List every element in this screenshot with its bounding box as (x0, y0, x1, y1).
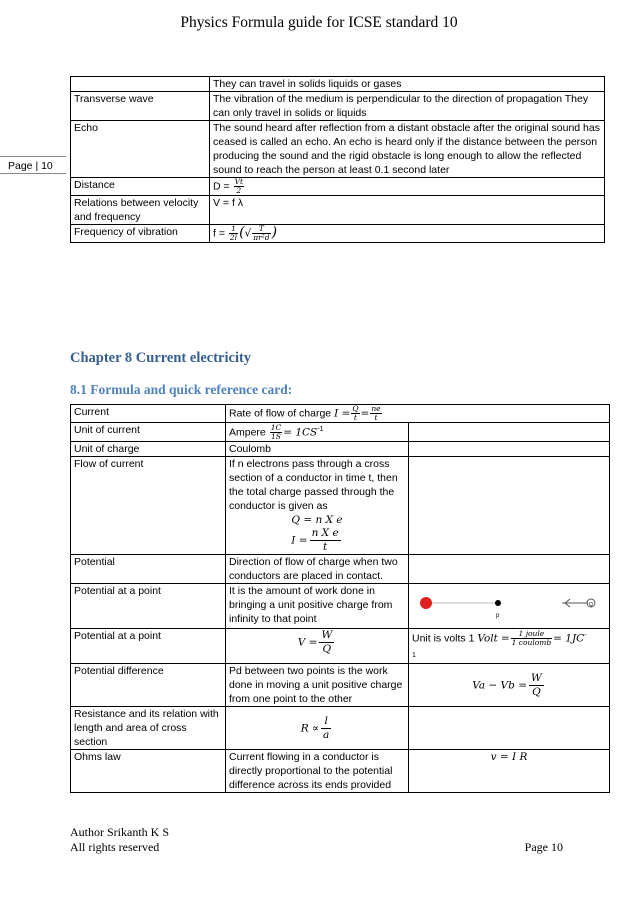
table-row (71, 555, 610, 584)
table-row (71, 457, 610, 555)
formula-prefix: f = (213, 227, 228, 240)
term-cell: Unit of charge (71, 442, 226, 457)
term-cell: Relations between velocity and frequency (71, 196, 210, 225)
page-number-label: Page | 10 (0, 156, 66, 174)
unit-cell: Unit is volts 1 Volt = $\frac{\text{1 joule}}{\text{1 coulomb}}$ = 1JC- 1 (409, 629, 610, 664)
formula-prefix: D = (213, 180, 233, 193)
term-cell: Distance (71, 178, 210, 196)
table-row (71, 77, 605, 92)
table-row (71, 178, 605, 196)
formula-cell: V = $\frac{W}{Q}$ (226, 629, 409, 664)
frequency-fraction: $\frac{1}{2l}$ (229, 224, 238, 242)
section-title: 8.1 Formula and quick reference card: (70, 382, 293, 397)
distance-fraction: $\frac{Vt}{2}$ (234, 177, 243, 195)
charge-diagram (412, 584, 602, 624)
desc-cell: It is the amount of work done in bringing a unit positive charge from infinity to that point (226, 584, 409, 629)
formula-cell: Va − Vb = $\frac{W}{Q}$ (409, 664, 610, 707)
table-row (71, 225, 605, 243)
empty-cell (409, 423, 610, 442)
table-row (71, 121, 605, 178)
term-cell (71, 77, 210, 92)
desc-cell: The sound heard after reflection from a distant obstacle after the original sound has ceased is called an echo. An echo is heard only if the distance between the person producing the sound and the rigid obstacle is long enough to allow the reflected sound to reach the person at least 0.1 second later (210, 121, 605, 178)
footer-author (70, 825, 169, 855)
empty-cell (409, 555, 610, 584)
table-row (71, 423, 610, 442)
table-row (71, 750, 610, 793)
point-p-dot (495, 600, 501, 606)
term-cell: Potential at a point (71, 629, 226, 664)
desc-cell: If n electrons pass through a cross section of a conductor in time t, then the total charge passed through the conductor is given as Q = n X e I = $\frac{\text{n X e}}{t}$ (226, 457, 409, 555)
desc-cell: They can travel in solids liquids or gases (210, 77, 605, 92)
formula-cell: v = I R (409, 750, 610, 793)
term-cell: Frequency of vibration (71, 225, 210, 243)
desc-cell: Current flowing in a conductor is directly proportional to the potential difference across its ends provided (226, 750, 409, 793)
desc-cell: The vibration of the medium is perpendicular to the direction of propagation They can only travel in solids or liquids (210, 92, 605, 121)
desc-cell: Direction of flow of charge when two conductors are placed in contact. (226, 555, 409, 584)
author-line: Author Srikanth K S (70, 825, 169, 839)
desc-cell (210, 178, 605, 196)
desc-cell: Ampere $\frac{1C}{1S}$ = $1CS^{-1}$ (226, 423, 409, 442)
sqrt-fraction: $\frac{T}{\text{πr²d}}$ (253, 224, 270, 242)
term-cell: Echo (71, 121, 210, 178)
term-cell: Current (71, 405, 226, 423)
point-p-label: p (496, 613, 500, 620)
sound-formula-table (70, 76, 605, 243)
desc-cell: Rate of flow of charge I = $\frac{Q}{t}$ = $\frac{ne}{t}$ (226, 405, 610, 423)
empty-cell (409, 707, 610, 750)
term-cell: Flow of current (71, 457, 226, 555)
term-cell: Ohms law (71, 750, 226, 793)
term-cell: Transverse wave (71, 92, 210, 121)
term-cell: Resistance and its relation with length and area of cross section (71, 707, 226, 750)
positive-charge-dot (420, 597, 432, 609)
table-row (71, 629, 610, 664)
table-row (71, 664, 610, 707)
desc-cell: f = $\frac{1}{2l}$ (√ $\frac{T}{\text{πr²d}}$ ) (210, 225, 605, 243)
current-electricity-table (70, 404, 610, 793)
term-cell: Potential at a point (71, 584, 226, 629)
desc-cell: V = f λ (210, 196, 605, 225)
diagram-cell (409, 584, 610, 629)
desc-cell: Coulomb (226, 442, 409, 457)
charge-equation: Q = n X e (291, 514, 343, 527)
term-cell: Unit of current (71, 423, 226, 442)
formula-cell: R ∝ $\frac{l}{a}$ (226, 707, 409, 750)
term-cell: Potential (71, 555, 226, 584)
table-row (71, 196, 605, 225)
table-row (71, 405, 610, 423)
chapter-title: Chapter 8 Current electricity (70, 350, 252, 366)
table-row (71, 92, 605, 121)
table-row (71, 707, 610, 750)
page-header: Physics Formula guide for ICSE standard 10 (180, 14, 458, 31)
footer-page-number: Page 10 (524, 840, 563, 854)
term-cell: Potential difference (71, 664, 226, 707)
table-row (71, 442, 610, 457)
empty-cell (409, 442, 610, 457)
table-row (71, 584, 610, 629)
charge-q-label: Q (589, 602, 593, 609)
empty-cell (409, 457, 610, 555)
desc-cell: Pd between two points is the work done in moving a unit positive charge from one point to the other (226, 664, 409, 707)
rights-line: All rights reserved (70, 840, 160, 854)
current-equation: I = $\frac{\text{n X e}}{t}$ (291, 527, 339, 554)
